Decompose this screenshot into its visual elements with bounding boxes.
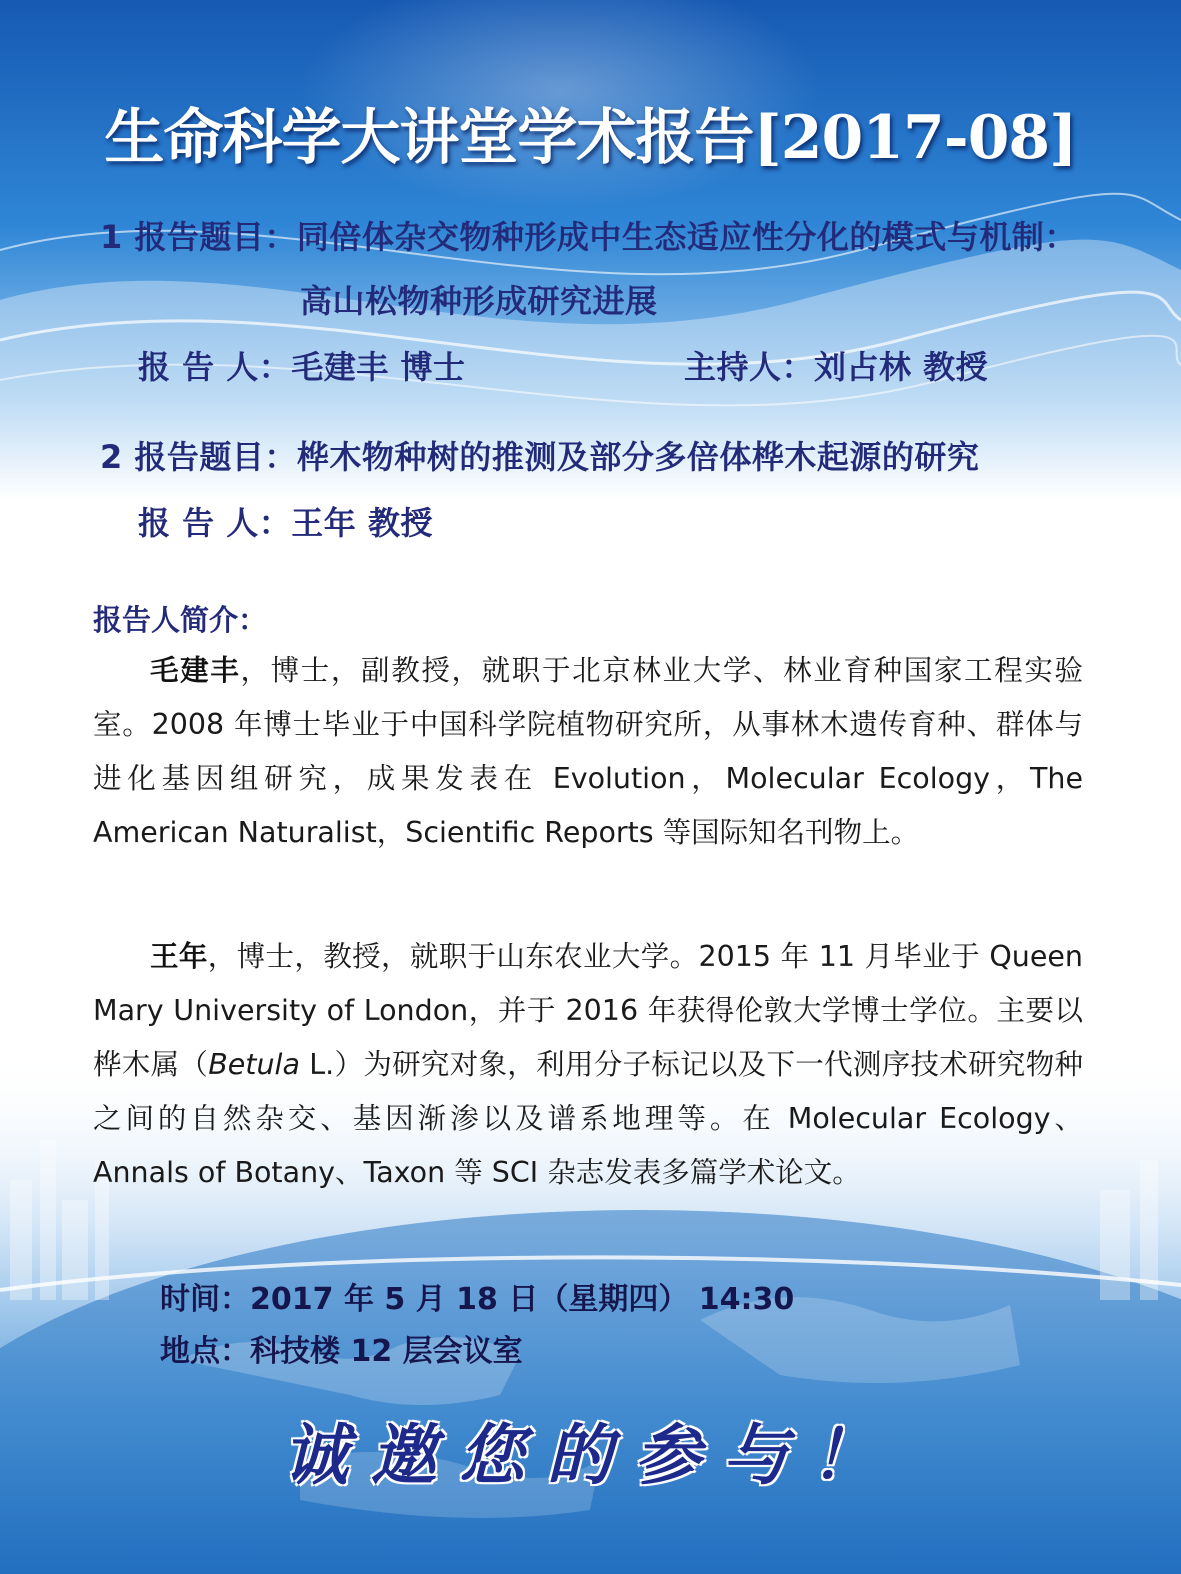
time-label: 时间： xyxy=(160,1282,250,1317)
talk1-host-name: 刘占林 教授 xyxy=(814,348,989,386)
talk1-topic-label: 报告题目： xyxy=(134,218,297,256)
talk2-speaker-name: 王年 教授 xyxy=(291,504,433,542)
talk2-topic xyxy=(100,432,979,478)
invitation-slogan: 诚邀您的参与！ xyxy=(282,1416,899,1494)
talk2-topic-line1: 桦木物种树的推测及部分多倍体桦木起源的研究 xyxy=(296,438,980,476)
place-value: 科技楼 12 层会议室 xyxy=(250,1334,523,1369)
talk1-topic xyxy=(100,212,1077,258)
talk1-speaker-label: 报 告 人： xyxy=(138,348,292,386)
time-value: 2017 年 5 月 18 日（星期四） 14:30 xyxy=(250,1282,795,1317)
bio-paragraph-1 xyxy=(93,644,1083,860)
bio2-text-a: ，博士，教授，就职于山东农业大学。2015 年 11 月毕业于 Queen Mary University of London，并于 2016 年获得伦敦大学博士学位。主要以桦木属（ xyxy=(93,940,1083,1081)
talk1-host xyxy=(684,342,988,388)
place-label: 地点： xyxy=(160,1334,250,1369)
talk2-speaker-label: 报 告 人： xyxy=(138,504,292,542)
bio2-text-b: L.）为研究对象，利用分子标记以及下一代测序技术研究物种之间的自然杂交、基因渐渗以及谱系地理等。在 Molecular Ecology、Annals of Botany、Taxon 等 SCI 杂志发表多篇学术论文。 xyxy=(93,1048,1083,1189)
talk1-speaker xyxy=(138,342,465,388)
talk1-topic-line2: 高山松物种形成研究进展 xyxy=(300,282,658,320)
talk1-speaker-name: 毛建丰 博士 xyxy=(291,348,466,386)
bio1-text: ，博士，副教授，就职于北京林业大学、林业育种国家工程实验室。2008 年博士毕业于中国科学院植物研究所，从事林木遗传育种、群体与进化基因组研究，成果发表在 Evolution，Molecular Ecology，The American Naturalist，Scientific Reports 等国际知名刊物上。 xyxy=(93,654,1083,849)
event-time xyxy=(160,1274,794,1318)
poster-title: 生命科学大讲堂学术报告[2017-08] xyxy=(104,103,1077,173)
bio2-name: 王年 xyxy=(150,940,208,973)
event-place xyxy=(160,1326,523,1370)
talk1-number: 1 xyxy=(100,218,123,256)
talk1-host-label: 主持人： xyxy=(684,348,815,386)
bio2-genus-italic: Betula xyxy=(208,1048,300,1081)
talk2-speaker xyxy=(138,498,433,544)
talk2-topic-label: 报告题目： xyxy=(134,438,297,476)
bio-paragraph-2 xyxy=(93,930,1083,1200)
talk2-number: 2 xyxy=(100,438,123,476)
bio1-name: 毛建丰 xyxy=(150,654,241,687)
bio-heading: 报告人简介： xyxy=(93,603,268,637)
talk1-topic-line1: 同倍体杂交物种形成中生态适应性分化的模式与机制： xyxy=(296,218,1077,256)
